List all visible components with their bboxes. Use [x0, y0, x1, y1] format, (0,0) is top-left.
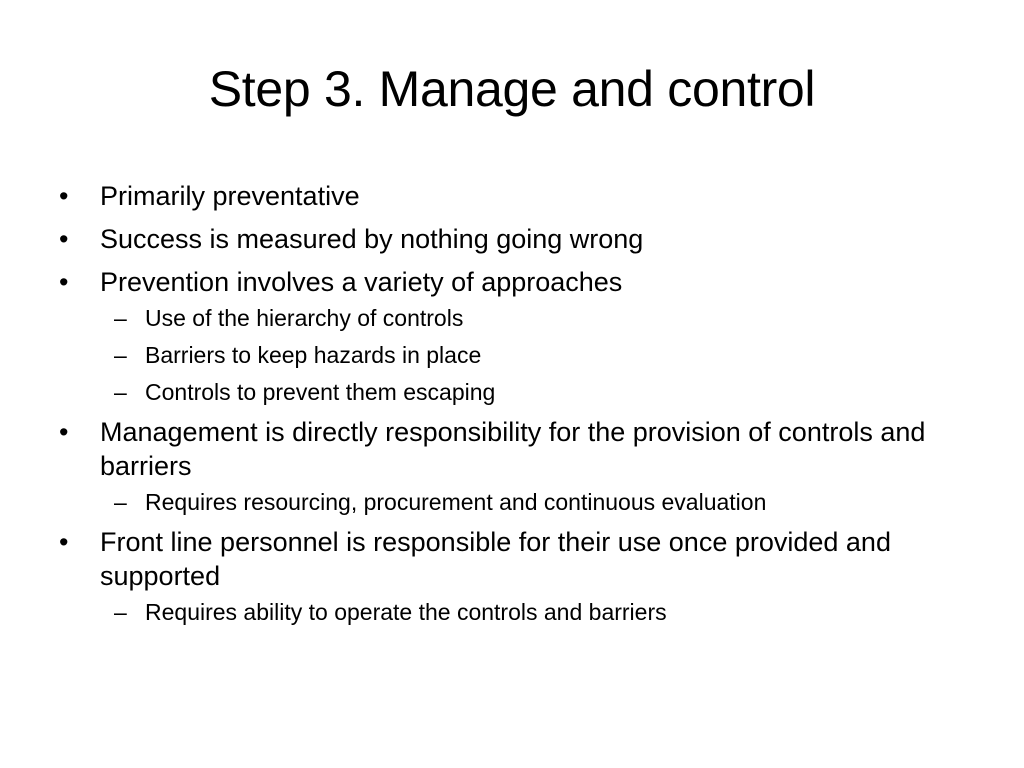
slide-body: [55, 179, 985, 635]
bullet-item: [55, 179, 985, 213]
sub-bullet-list: [55, 598, 985, 627]
slide-title: Step 3. Manage and control: [208, 61, 816, 117]
sub-bullet-item: [55, 378, 985, 407]
sub-bullet-text: Requires resourcing, procurement and continuous evaluation: [145, 489, 767, 515]
bullet-item: [55, 415, 985, 483]
bullet-icon: •: [59, 181, 69, 211]
bullet-text: Primarily preventative: [100, 181, 360, 211]
bullet-item: [55, 525, 985, 593]
sub-bullet-item: [55, 341, 985, 370]
bullet-text: Prevention involves a variety of approaches: [100, 267, 623, 297]
bullet-icon: •: [59, 224, 69, 254]
dash-icon: –: [114, 379, 127, 405]
sub-bullet-text: Requires ability to operate the controls and barriers: [145, 599, 667, 625]
sub-bullet-text: Controls to prevent them escaping: [145, 379, 496, 405]
sub-bullet-item: [55, 598, 985, 627]
bullet-text: Front line personnel is responsible for their use once provided and supported: [100, 527, 891, 591]
bullet-icon: •: [59, 417, 69, 447]
dash-icon: –: [114, 489, 127, 515]
sub-bullet-text: Use of the hierarchy of controls: [145, 305, 464, 331]
sub-bullet-list: [55, 304, 985, 407]
bullet-text: Success is measured by nothing going wrong: [100, 224, 644, 254]
bullet-item: [55, 222, 985, 256]
dash-icon: –: [114, 599, 127, 625]
bullet-icon: •: [59, 527, 69, 557]
bullet-icon: •: [59, 267, 69, 297]
dash-icon: –: [114, 342, 127, 368]
bullet-item: [55, 265, 985, 299]
sub-bullet-item: [55, 488, 985, 517]
dash-icon: –: [114, 305, 127, 331]
sub-bullet-text: Barriers to keep hazards in place: [145, 342, 482, 368]
sub-bullet-item: [55, 304, 985, 333]
sub-bullet-list: [55, 488, 985, 517]
bullet-text: Management is directly responsibility for the provision of controls and barriers: [100, 417, 926, 481]
